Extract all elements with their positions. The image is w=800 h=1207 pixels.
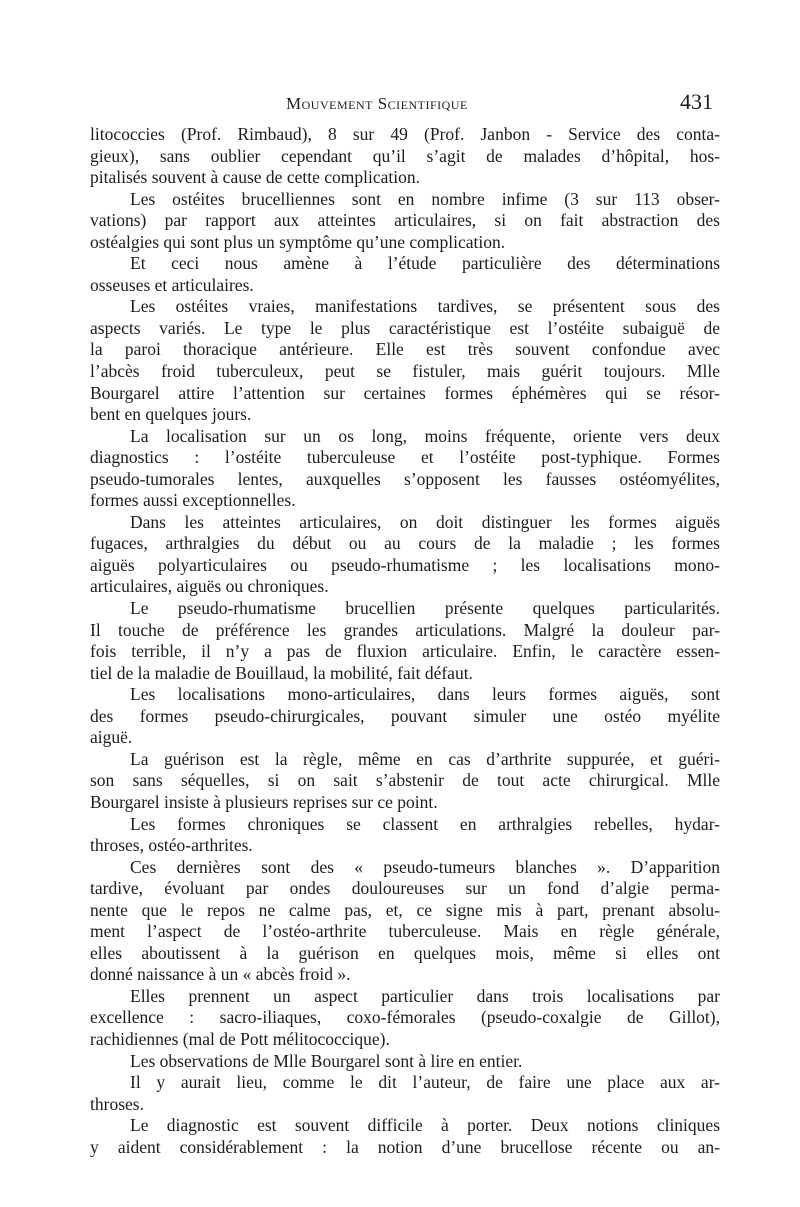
text-line: elles aboutissent à la guérison en quelques mois, même si elles ont bbox=[90, 942, 720, 963]
text-line: Les ostéites brucelliennes sont en nombre infime (3 sur 113 obser- bbox=[130, 188, 720, 209]
text-line: Ces dernières sont des « pseudo-tumeurs blanches ». D’apparition bbox=[130, 856, 720, 877]
text-line: Bourgarel insiste à plusieurs reprises sur ce point. bbox=[90, 791, 438, 812]
text-line: litococcies (Prof. Rimbaud), 8 sur 49 (Prof. Janbon - Service des conta- bbox=[90, 124, 720, 144]
text-line: tiel de la maladie de Bouillaud, la mobilité, fait défaut. bbox=[90, 662, 473, 683]
text-line: La guérison est la règle, même en cas d’arthrite suppurée, et guéri- bbox=[130, 748, 720, 769]
text-line: rachidiennes (mal de Pott mélitococcique). bbox=[90, 1028, 390, 1049]
running-header-title: Mouvement Scientifique bbox=[286, 94, 468, 113]
text-line: Dans les atteintes articulaires, on doit distinguer les formes aiguës bbox=[130, 511, 720, 532]
text-line: osseuses et articulaires. bbox=[90, 274, 254, 295]
body-text bbox=[90, 124, 720, 1158]
text-line: throses. bbox=[90, 1093, 144, 1114]
text-line: pseudo-tumorales lentes, auxquelles s’opposent les fausses ostéomyélites, bbox=[90, 468, 720, 489]
text-line: des formes pseudo-chirurgicales, pouvant simuler une ostéo myélite bbox=[90, 705, 720, 726]
text-line: Les localisations mono-articulaires, dans leurs formes aiguës, sont bbox=[130, 684, 720, 705]
text-line: bent en quelques jours. bbox=[90, 404, 252, 425]
text-line: excellence : sacro-iliaques, coxo-fémorales (pseudo-coxalgie de Gillot), bbox=[90, 1007, 720, 1028]
text-line: Les formes chroniques se classent en arthralgies rebelles, hydar- bbox=[130, 813, 720, 834]
text-line: Elles prennent un aspect particulier dans trois localisations par bbox=[130, 985, 720, 1006]
text-line: formes aussi exceptionnelles. bbox=[90, 490, 296, 511]
text-line: ostéalgies qui sont plus un symptôme qu’une complication. bbox=[90, 231, 506, 252]
text-line: aiguë. bbox=[90, 727, 133, 748]
page-number: 431 bbox=[680, 89, 713, 114]
text-line: Il touche de préférence les grandes articulations. Malgré la douleur par- bbox=[90, 619, 720, 640]
text-line: nente que le repos ne calme pas, et, ce signe mis à part, prenant absolu- bbox=[90, 899, 720, 920]
text-line: gieux), sans oublier cependant qu’il s’agit de malades d’hôpital, hos- bbox=[90, 145, 720, 166]
text-line: Et ceci nous amène à l’étude particulière des déterminations bbox=[130, 253, 720, 274]
text-line: son sans séquelles, si on sait s’abstenir de tout acte chirurgical. Mlle bbox=[90, 770, 720, 791]
text-line: donné naissance à un « abcès froid ». bbox=[90, 964, 351, 985]
text-line: la paroi thoracique antérieure. Elle est très souvent confondue avec bbox=[90, 339, 720, 360]
text-line: fugaces, arthralgies du début ou au cours de la maladie ; les formes bbox=[90, 533, 720, 554]
text-line: Le diagnostic est souvent difficile à porter. Deux notions cliniques bbox=[130, 1115, 720, 1136]
text-line: l’abcès froid tuberculeux, peut se fistuler, mais guérit toujours. Mlle bbox=[90, 361, 720, 382]
text-line: Il y aurait lieu, comme le dit l’auteur, de faire une place aux ar- bbox=[130, 1072, 720, 1093]
text-line: ment l’aspect de l’ostéo-arthrite tuberculeuse. Mais en règle générale, bbox=[90, 921, 720, 942]
text-line: vations) par rapport aux atteintes articulaires, si on fait abstraction des bbox=[90, 210, 720, 231]
text-line: Les ostéites vraies, manifestations tardives, se présentent sous des bbox=[130, 296, 720, 317]
text-line: Le pseudo-rhumatisme brucellien présente quelques particularités. bbox=[130, 598, 720, 619]
text-line: pitalisés souvent à cause de cette complication. bbox=[90, 167, 420, 188]
text-line: y aident considérablement : la notion d’une brucellose récente ou an- bbox=[90, 1136, 720, 1157]
text-line: aiguës polyarticulaires ou pseudo-rhumatisme ; les localisations mono- bbox=[90, 554, 720, 575]
text-line: Les observations de Mlle Bourgarel sont à lire en entier. bbox=[130, 1050, 523, 1071]
text-line: La localisation sur un os long, moins fréquente, oriente vers deux bbox=[130, 425, 720, 446]
text-line: Bourgarel attire l’attention sur certaines formes éphémères qui se résor- bbox=[90, 382, 720, 403]
text-line: tardive, évoluant par ondes douloureuses sur un fond d’algie perma- bbox=[90, 878, 720, 899]
text-line: fois terrible, il n’y a pas de fluxion articulaire. Enfin, le caractère essen- bbox=[90, 641, 720, 662]
text-line: diagnostics : l’ostéite tuberculeuse et l’ostéite post-typhique. Formes bbox=[90, 447, 720, 468]
text-line: throses, ostéo-arthrites. bbox=[90, 835, 253, 856]
text-line: articulaires, aiguës ou chroniques. bbox=[90, 576, 329, 597]
text-line: aspects variés. Le type le plus caractéristique est l’ostéite subaiguë de bbox=[90, 317, 720, 338]
